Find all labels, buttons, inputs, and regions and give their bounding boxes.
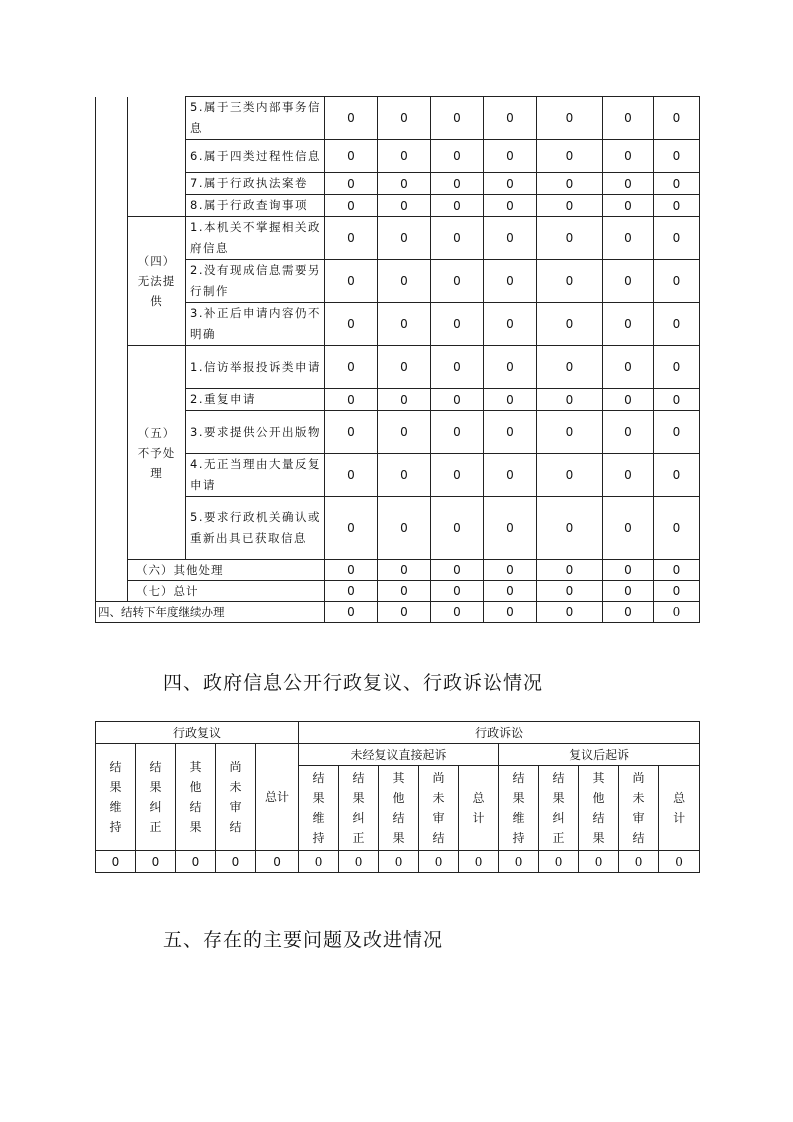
row-label: 5.要求行政机关确认或重新出具已获取信息	[186, 497, 325, 560]
value-cell: 0	[484, 346, 537, 389]
value-cell: 0	[603, 260, 654, 303]
row-label: 5.属于三类内部事务信息	[186, 97, 325, 140]
table-row	[96, 602, 700, 623]
table-row	[96, 346, 700, 389]
value-cell: 0	[325, 497, 378, 560]
value-cell: 0	[378, 411, 431, 454]
row-label: 4.无正当理由大量反复申请	[186, 454, 325, 497]
value-cell: 0	[379, 851, 419, 873]
total-label: （七）总计	[128, 581, 325, 602]
value-cell: 0	[537, 346, 603, 389]
value-cell: 0	[431, 560, 484, 581]
litigation-col-header: 尚未审结	[419, 766, 459, 851]
value-cell: 0	[378, 303, 431, 346]
litigation-col-header: 其他结果	[379, 766, 419, 851]
table-row	[96, 497, 700, 560]
value-cell: 0	[378, 173, 431, 195]
value-cell: 0	[484, 411, 537, 454]
value-cell: 0	[96, 851, 136, 873]
value-cell: 0	[537, 140, 603, 173]
value-cell: 0	[603, 346, 654, 389]
value-cell: 0	[325, 389, 378, 411]
value-cell: 0	[579, 851, 619, 873]
value-cell: 0	[325, 454, 378, 497]
value-cell: 0	[256, 851, 299, 873]
value-cell: 0	[603, 195, 654, 217]
table-row	[96, 581, 700, 602]
value-cell: 0	[654, 497, 700, 560]
other-label: （六）其他处理	[128, 560, 325, 581]
value-cell: 0	[537, 602, 603, 623]
value-cell: 0	[325, 260, 378, 303]
row-label: 3.补正后申请内容仍不明确	[186, 303, 325, 346]
value-cell: 0	[484, 497, 537, 560]
review-col-header: 尚未审结	[216, 744, 256, 851]
value-cell: 0	[378, 497, 431, 560]
value-cell: 0	[378, 195, 431, 217]
value-cell: 0	[431, 140, 484, 173]
table-row	[96, 454, 700, 497]
value-cell: 0	[431, 581, 484, 602]
litigation-col-header: 结果纠正	[539, 766, 579, 851]
value-cell: 0	[654, 97, 700, 140]
litigation-col-header: 结果纠正	[339, 766, 379, 851]
value-cell: 0	[603, 560, 654, 581]
value-cell: 0	[431, 411, 484, 454]
value-cell: 0	[325, 303, 378, 346]
value-cell: 0	[603, 217, 654, 260]
value-cell: 0	[654, 303, 700, 346]
value-cell: 0	[339, 851, 379, 873]
litigation-col-header: 其他结果	[579, 766, 619, 851]
value-cell: 0	[537, 97, 603, 140]
value-cell: 0	[431, 173, 484, 195]
value-cell: 0	[325, 602, 378, 623]
value-cell: 0	[484, 303, 537, 346]
disclosure-results-table	[95, 96, 700, 623]
review-header: 行政复议	[96, 722, 299, 744]
value-cell: 0	[654, 260, 700, 303]
row-label: 7.属于行政执法案卷	[186, 173, 325, 195]
litigation-col-header: 结果维持	[299, 766, 339, 851]
value-cell: 0	[654, 389, 700, 411]
row-label: 1.信访举报投诉类申请	[186, 346, 325, 389]
value-cell: 0	[603, 454, 654, 497]
section-4-title: 四、政府信息公开行政复议、行政诉讼情况	[163, 672, 544, 694]
table-row	[96, 260, 700, 303]
value-cell: 0	[431, 97, 484, 140]
value-cell: 0	[654, 195, 700, 217]
value-cell: 0	[537, 260, 603, 303]
table-row	[96, 303, 700, 346]
value-cell: 0	[603, 602, 654, 623]
table-row	[96, 389, 700, 411]
value-cell: 0	[537, 497, 603, 560]
value-cell: 0	[654, 346, 700, 389]
value-cell: 0	[325, 411, 378, 454]
value-cell: 0	[378, 260, 431, 303]
litigation-col-header: 尚未审结	[619, 766, 659, 851]
value-cell: 0	[431, 389, 484, 411]
row-label: 6.属于四类过程性信息	[186, 140, 325, 173]
value-cell: 0	[537, 389, 603, 411]
value-cell: 0	[654, 454, 700, 497]
value-cell: 0	[603, 140, 654, 173]
review-col-header: 结果维持	[96, 744, 136, 851]
value-cell: 0	[659, 851, 700, 873]
table-row	[96, 217, 700, 260]
category-column	[96, 97, 128, 602]
review-col-header: 其他结果	[176, 744, 216, 851]
row-label: 8.属于行政查询事项	[186, 195, 325, 217]
value-cell: 0	[654, 581, 700, 602]
value-cell: 0	[378, 602, 431, 623]
value-cell: 0	[484, 389, 537, 411]
value-cell: 0	[431, 217, 484, 260]
value-cell: 0	[378, 454, 431, 497]
value-cell: 0	[484, 173, 537, 195]
value-cell: 0	[537, 173, 603, 195]
value-cell: 0	[299, 851, 339, 873]
row-label: 3.要求提供公开出版物	[186, 411, 325, 454]
after-review-header: 复议后起诉	[499, 744, 700, 766]
row-label: 2.没有现成信息需要另行制作	[186, 260, 325, 303]
value-cell: 0	[537, 454, 603, 497]
value-cell: 0	[431, 346, 484, 389]
value-cell: 0	[603, 497, 654, 560]
value-cell: 0	[603, 303, 654, 346]
group-3-cell	[128, 97, 186, 217]
section-5-title: 五、存在的主要问题及改进情况	[163, 929, 444, 951]
value-cell: 0	[378, 346, 431, 389]
table-row	[96, 195, 700, 217]
litigation-header: 行政诉讼	[299, 722, 700, 744]
value-cell: 0	[654, 173, 700, 195]
value-cell: 0	[484, 260, 537, 303]
value-cell: 0	[484, 560, 537, 581]
value-cell: 0	[378, 140, 431, 173]
value-cell: 0	[654, 602, 700, 623]
group-5-label: （五）不予处理	[128, 346, 186, 560]
value-cell: 0	[325, 346, 378, 389]
value-cell: 0	[603, 389, 654, 411]
value-cell: 0	[378, 389, 431, 411]
value-cell: 0	[654, 140, 700, 173]
value-cell: 0	[537, 217, 603, 260]
value-cell: 0	[325, 97, 378, 140]
value-cell: 0	[325, 195, 378, 217]
value-cell: 0	[484, 581, 537, 602]
value-cell: 0	[537, 303, 603, 346]
value-cell: 0	[484, 140, 537, 173]
value-cell: 0	[325, 140, 378, 173]
value-cell: 0	[378, 97, 431, 140]
value-cell: 0	[431, 195, 484, 217]
carry-over-label: 四、结转下年度继续办理	[96, 602, 325, 623]
value-cell: 0	[325, 217, 378, 260]
row-label: 1.本机关不掌握相关政府信息	[186, 217, 325, 260]
value-cell: 0	[431, 602, 484, 623]
value-cell: 0	[431, 497, 484, 560]
value-cell: 0	[654, 411, 700, 454]
group-4-label: （四）无法提供	[128, 217, 186, 346]
litigation-col-header: 总计	[659, 766, 700, 851]
value-cell: 0	[537, 581, 603, 602]
value-cell: 0	[216, 851, 256, 873]
value-cell: 0	[378, 560, 431, 581]
table-row	[96, 140, 700, 173]
value-cell: 0	[654, 217, 700, 260]
value-cell: 0	[537, 560, 603, 581]
value-cell: 0	[431, 454, 484, 497]
value-cell: 0	[484, 97, 537, 140]
value-cell: 0	[603, 411, 654, 454]
value-cell: 0	[603, 97, 654, 140]
table-row	[96, 97, 700, 140]
value-cell: 0	[537, 411, 603, 454]
litigation-col-header: 总计	[459, 766, 499, 851]
value-cell: 0	[378, 581, 431, 602]
value-cell: 0	[484, 602, 537, 623]
value-cell: 0	[459, 851, 499, 873]
value-cell: 0	[539, 851, 579, 873]
value-cell: 0	[325, 581, 378, 602]
table-row	[96, 560, 700, 581]
value-cell: 0	[431, 260, 484, 303]
table-row	[96, 411, 700, 454]
value-cell: 0	[603, 581, 654, 602]
value-cell: 0	[537, 195, 603, 217]
row-label: 2.重复申请	[186, 389, 325, 411]
value-cell: 0	[378, 217, 431, 260]
value-cell: 0	[619, 851, 659, 873]
value-cell: 0	[654, 560, 700, 581]
litigation-col-header: 结果维持	[499, 766, 539, 851]
value-cell: 0	[419, 851, 459, 873]
review-litigation-table	[95, 721, 700, 873]
value-cell: 0	[484, 454, 537, 497]
value-cell: 0	[325, 173, 378, 195]
value-cell: 0	[484, 217, 537, 260]
direct-suit-header: 未经复议直接起诉	[299, 744, 499, 766]
value-cell: 0	[499, 851, 539, 873]
value-cell: 0	[603, 173, 654, 195]
value-cell: 0	[431, 303, 484, 346]
review-col-header: 结果纠正	[136, 744, 176, 851]
value-cell: 0	[325, 560, 378, 581]
table-row	[96, 173, 700, 195]
value-cell: 0	[136, 851, 176, 873]
review-col-header: 总计	[256, 744, 299, 851]
value-cell: 0	[484, 195, 537, 217]
value-cell: 0	[176, 851, 216, 873]
